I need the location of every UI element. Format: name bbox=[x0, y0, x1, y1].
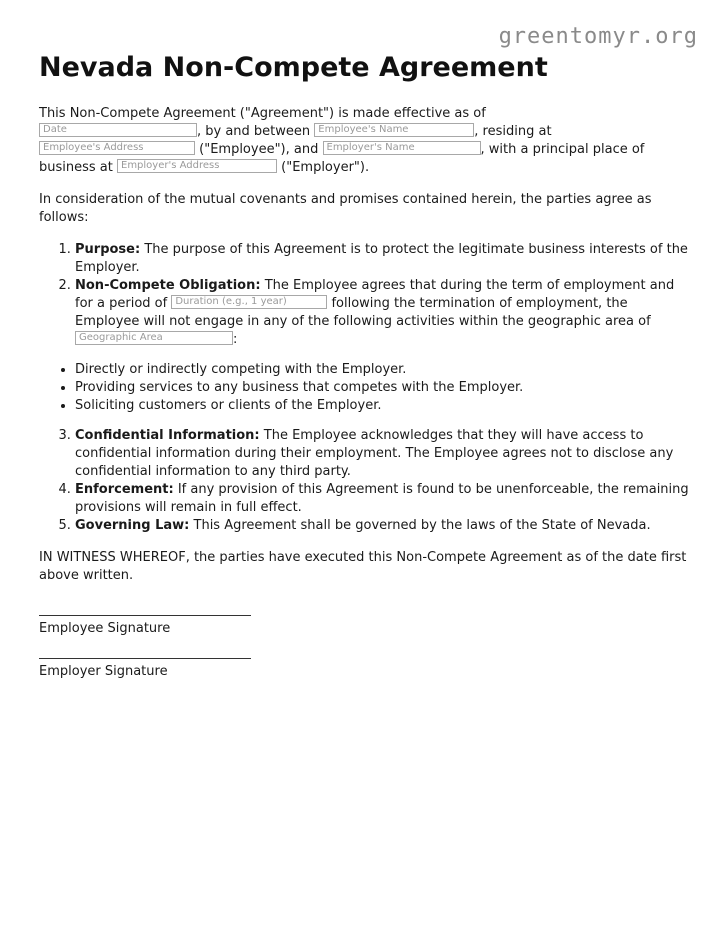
employee-address-field[interactable]: Employee's Address bbox=[39, 141, 195, 155]
intro-text: ("Employee"), and bbox=[199, 142, 319, 157]
employee-signature-block bbox=[39, 615, 689, 636]
intro-text: , with a principal place of business at bbox=[39, 142, 645, 175]
clause-heading: Purpose: bbox=[75, 242, 141, 257]
clause-heading: Governing Law: bbox=[75, 518, 190, 533]
employee-signature-label: Employee Signature bbox=[39, 621, 171, 636]
clause-purpose bbox=[75, 241, 689, 277]
clause-governing-law bbox=[75, 517, 689, 535]
date-field[interactable]: Date bbox=[39, 123, 197, 137]
clause-list bbox=[39, 241, 689, 349]
prohibited-activities-list bbox=[39, 361, 689, 415]
intro-paragraph bbox=[39, 105, 689, 177]
clause-confidential bbox=[75, 427, 689, 481]
clause-text: The Employee acknowledges that they will have access to confidential information during their employment. The Employee agrees not to disclose any confidential information to any third party. bbox=[75, 428, 674, 479]
document-page bbox=[39, 52, 689, 679]
list-item: • Soliciting customers or clients of the Employer. bbox=[75, 397, 689, 415]
employee-name-field[interactable]: Employee's Name bbox=[314, 123, 474, 137]
clause-text: If any provision of this Agreement is found to be unenforceable, the remaining provisions will remain in full effect. bbox=[75, 482, 689, 515]
clause-text: The purpose of this Agreement is to protect the legitimate business interests of the Employer. bbox=[75, 242, 688, 275]
clause-text: : bbox=[233, 332, 238, 347]
clause-noncompete bbox=[75, 277, 689, 349]
clause-heading: Enforcement: bbox=[75, 482, 174, 497]
list-item: • Directly or indirectly competing with the Employer. bbox=[75, 361, 689, 379]
employer-address-field[interactable]: Employer's Address bbox=[117, 159, 277, 173]
clause-heading: Confidential Information: bbox=[75, 428, 260, 443]
clause-text: This Agreement shall be governed by the laws of the State of Nevada. bbox=[189, 518, 651, 533]
intro-text: , residing at bbox=[474, 124, 552, 139]
clause-enforcement bbox=[75, 481, 689, 517]
duration-field[interactable]: Duration (e.g., 1 year) bbox=[171, 295, 327, 309]
employer-signature-block bbox=[39, 658, 689, 679]
watermark: greentomyr.org bbox=[498, 24, 698, 49]
intro-text: This Non-Compete Agreement ("Agreement") is made effective as of bbox=[39, 106, 486, 121]
intro-text: ("Employer"). bbox=[281, 160, 370, 175]
employer-signature-label: Employer Signature bbox=[39, 664, 168, 679]
intro-text: , by and between bbox=[197, 124, 311, 139]
clause-list-continued bbox=[39, 427, 689, 535]
consideration-paragraph: In consideration of the mutual covenants and promises contained herein, the parties agree as follows: bbox=[39, 192, 652, 225]
geographic-area-field[interactable]: Geographic Area bbox=[75, 331, 233, 345]
clause-text: following the termination of employment, the Employee will not engage in any of the following activities within the geographic area of bbox=[75, 296, 651, 329]
list-item: • Providing services to any business that competes with the Employer. bbox=[75, 379, 689, 397]
employer-signature-line[interactable] bbox=[39, 658, 251, 659]
document-title: Nevada Non-Compete Agreement bbox=[39, 52, 548, 83]
employee-signature-line[interactable] bbox=[39, 615, 251, 616]
clause-text: The Employee agrees that during the term of employment and for a period of bbox=[75, 278, 675, 311]
witness-paragraph: IN WITNESS WHEREOF, the parties have executed this Non-Compete Agreement as of the date first above written. bbox=[39, 550, 687, 583]
clause-heading: Non-Compete Obligation: bbox=[75, 278, 261, 293]
employer-name-field[interactable]: Employer's Name bbox=[323, 141, 481, 155]
